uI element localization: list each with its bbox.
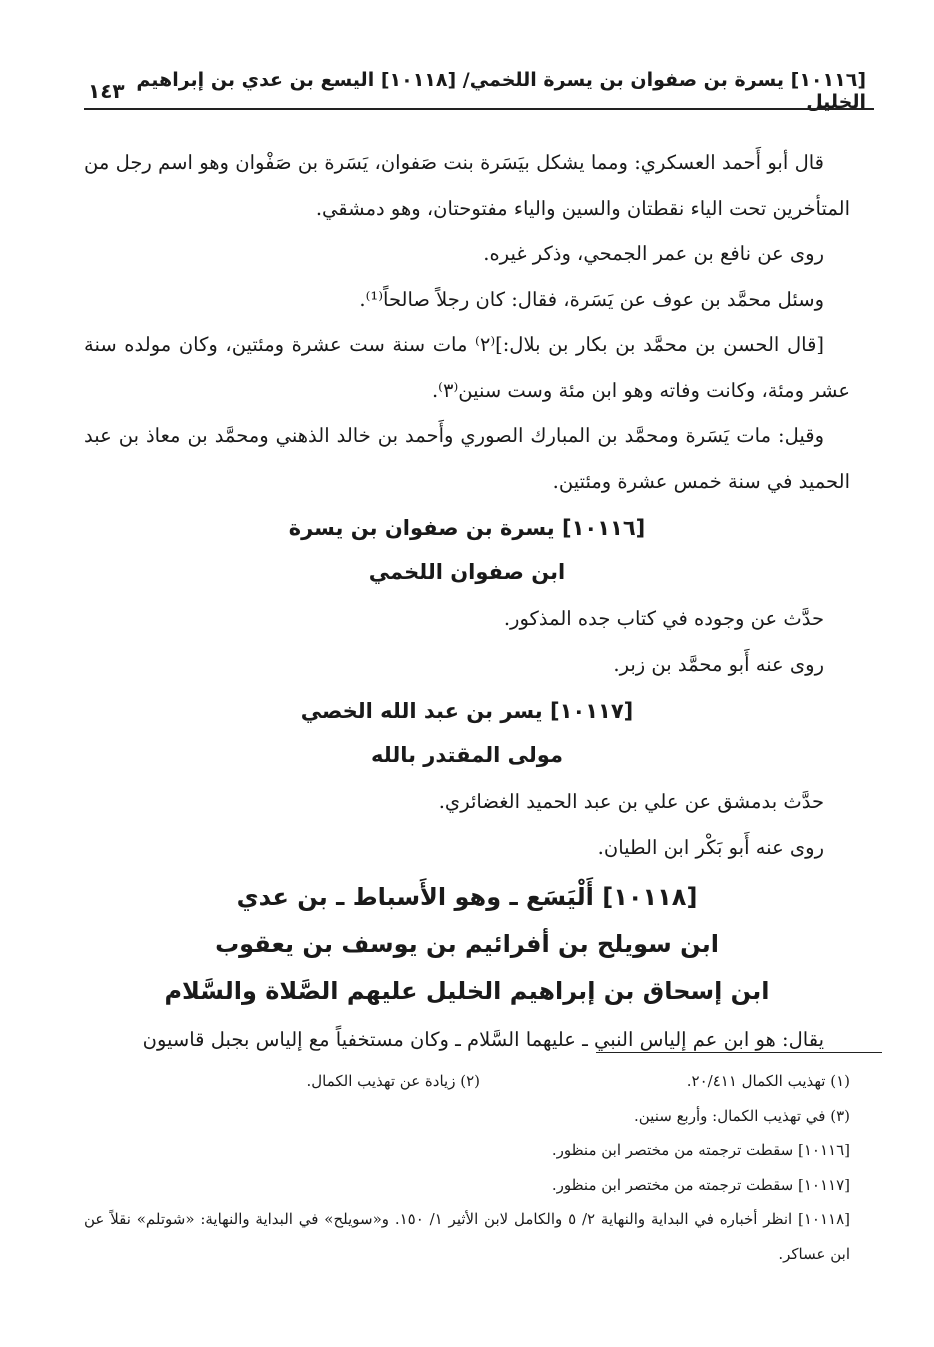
paragraph: قال أبو أَحمد العسكري: ومما يشكل بيَسَرة بنت صَفوان، يَسَرة بن صَفْوان وهو اسم رجل من المتأخرين تحت الياء نقطتان والسين والياء مفتوحتان، وهو دمشقي. [84,151,850,220]
running-header [88,69,866,113]
paragraph: [قال الحسن بن محمَّد بن بكار بن بلال:]⁽٢⁾ مات سنة ست عشرة ومئتين، وكان مولده سنة عشر ومئة، وكانت وفاته وهو ابن مئة وست سنين⁽٣⁾. [84,333,850,402]
page-number: ١٤٣ [88,79,125,103]
entry-line: روى عنه أَبو محمَّد بن زبر. [613,652,824,676]
entry-title-10117 [84,689,850,777]
paragraph: روى عن نافع بن عمر الجمحي، وذكر غيره. [483,242,824,265]
entry-title-line: [١٠١١٧] يسر بن عبد الله الخصي [300,699,634,723]
entry-title-line: مولى المقتدر بالله [371,743,563,767]
footnote-1: (١) تهذيب الكمال ٢٠/٤١١. [686,1072,850,1090]
entry-title-line: ابن إسحاق بن إبراهيم الخليل عليهم الصَّلاة والسَّلام [164,977,770,1005]
footnote-3: (٣) في تهذيب الكمال: وأربع سنين. [634,1106,850,1125]
entry-line: روى عنه أَبو بَكْر ابن الطيان. [597,835,824,859]
footnote-rule [596,1052,882,1053]
footnotes [84,1064,850,1271]
main-text [84,140,850,1063]
paragraph: وسئل محمَّد بن عوف عن يَسَرة، فقال: كان رجلاً صالحاً⁽¹⁾. [359,287,824,311]
entry-line: حدَّث عن وجوده في كتاب جده المذكور. [503,607,824,630]
entry-title-line: [١٠١١٨] أَلْيَسَع ـ وهو الأَسباط ـ بن عدي [236,883,698,911]
running-title: [١٠١١٦] يسرة بن صفوان بن يسرة اللخمي/ [١٠١١٨] اليسع بن عدي بن إبراهيم الخليل [136,69,866,113]
entry-title-10116 [84,506,850,594]
entry-title-line: ابن سويلح بن أفرائيم بن يوسف بن يعقوب [215,930,719,958]
footnote-10117: [١٠١١٧] سقطت ترجمته من مختصر ابن منظور. [551,1175,850,1194]
header-rule [84,108,874,110]
entry-line: حدَّث بدمشق عن علي بن عبد الحميد الغضائري. [438,790,824,813]
footnote-10118: [١٠١١٨] انظر أخباره في البداية والنهاية ٢/ ٥ والكامل لابن الأثير ١/ ١٥٠. و«سويلح» في البداية والنهاية: «شوتلم» نقلاً عن ابن عساكر. [84,1210,851,1263]
entry-title-line: [١٠١١٦] يسرة بن صفوان بن يسرة [288,516,646,540]
entry-title-10118 [84,874,850,1015]
footnote-10116: [١٠١١٦] سقطت ترجمته من مختصر ابن منظور. [551,1141,850,1159]
entry-line: يقال: هو ابن عم إلياس النبي ـ عليهما السَّلام ـ وكان مستخفياً مع إلياس بجبل قاسيون [142,1028,824,1051]
footnote-2: (٢) زيادة عن تهذيب الكمال. [306,1072,480,1090]
footnote-row [84,1064,850,1099]
paragraph: وقيل: مات يَسَرة ومحمَّد بن المبارك الصوري وأَحمد بن خالد الذهني ومحمَّد بن معاذ بن عبد الحميد في سنة خمس عشرة ومئتين. [84,424,850,493]
entry-title-line: ابن صفوان اللخمي [368,560,566,584]
